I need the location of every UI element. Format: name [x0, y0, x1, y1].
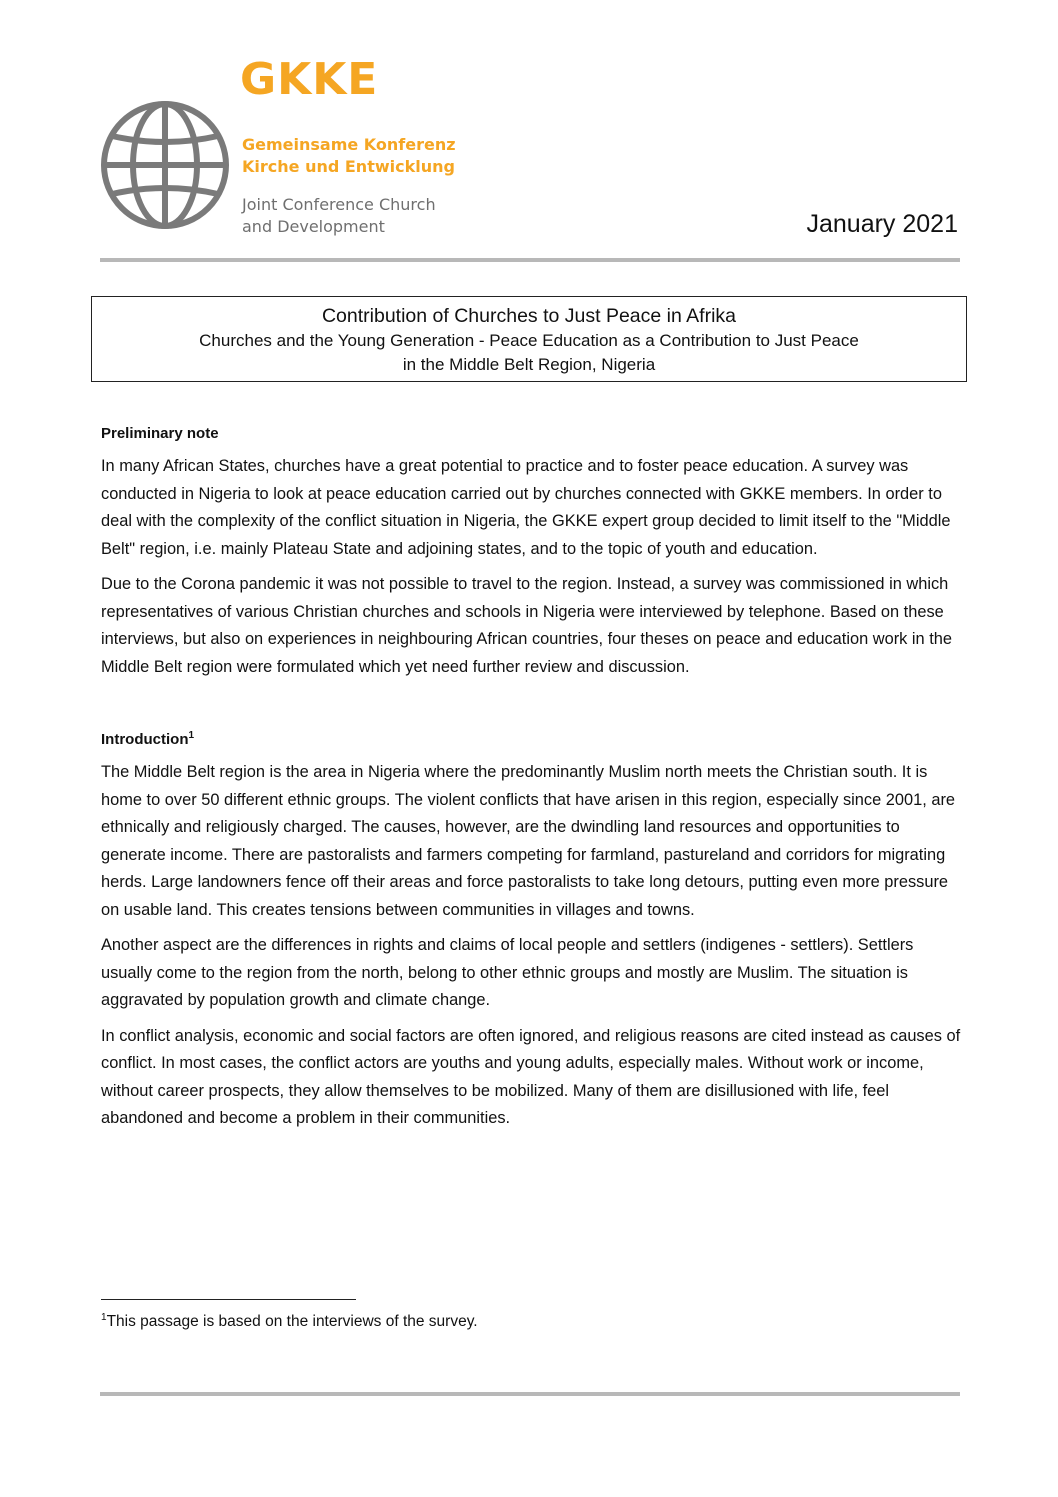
footnote-text: This passage is based on the interviews of the survey.: [106, 1313, 478, 1330]
header-divider: [100, 258, 960, 262]
document-title: Contribution of Churches to Just Peace in Afrika: [321, 305, 737, 327]
section-spacer: [101, 689, 963, 729]
document-subtitle-line-1: Churches and the Young Generation - Peace Education as a Contribution to Just Peace: [199, 331, 859, 350]
section-heading-preliminary: Preliminary note: [101, 425, 219, 442]
footnote: [101, 1312, 478, 1332]
brand-english-line-1: Joint Conference Church: [242, 195, 436, 214]
document-subtitle-line-2: in the Middle Belt Region, Nigeria: [402, 355, 656, 374]
document-date: January 2021: [806, 210, 958, 238]
title-box: [91, 296, 967, 382]
paragraph: The Middle Belt region is the area in Nigeria where the predominantly Muslim north meets the Christian south. It is home to over 50 different ethnic groups. The violent conflicts that have arisen in this region, especially since 2001, are ethnically and religiously charged. The causes, however, are the dwindling land resources and opportunities to generate income. There are pastoralists and farmers competing for farmland, pastureland and corridors for migrating herds. Large landowners fence off their areas and force pastoralists to take long detours, putting even more pressure on usable land. This creates tensions between communities in villages and towns.: [101, 763, 956, 919]
paragraph: Due to the Corona pandemic it was not possible to travel to the region. Instead, a survey was commissioned in which representatives of various Christian churches and schools in Nigeria were interviewed by telephone. Based on these interviews, but also on experiences in neighbouring African countries, four theses on peace and education work in the Middle Belt region were formulated which yet need further review and discussion.: [101, 575, 953, 676]
globe-icon: [100, 100, 230, 230]
section-heading-introduction: [101, 729, 963, 751]
footnote-reference[interactable]: 1: [188, 730, 195, 741]
brand-english-line-2: and Development: [242, 217, 385, 236]
footnote-divider: [101, 1299, 356, 1300]
paragraph: In many African States, churches have a great potential to practice and to foster peace education. A survey was conducted in Nigeria to look at peace education carried out by churches connected with GKKE members. In order to deal with the complexity of the conflict situation in Nigeria, the GKKE expert group decided to limit itself to the "Middle Belt" region, i.e. mainly Plateau State and adjoining states, and to the topic of youth and education.: [101, 457, 951, 558]
introduction-heading-text: Introduction: [101, 731, 189, 748]
paragraph: In conflict analysis, economic and social factors are often ignored, and religious reasons are cited instead as causes of conflict. In most cases, the conflict actors are youths and young adults, especially males. Without work or income, without career prospects, they allow themselves to be mobilized. Many of them are disillusioned with life, feel abandoned and become a problem in their communities.: [101, 1026, 961, 1127]
brand-name: GKKE: [240, 54, 379, 105]
brand-german-line-2: Kirche und Entwicklung: [242, 157, 455, 176]
brand-english-name: [242, 194, 436, 238]
brand-german-name: [242, 134, 456, 178]
paragraph: Another aspect are the differences in rights and claims of local people and settlers (indigenes - settlers). Settlers usually come to the region from the north, belong to other ethnic groups and mostly are Muslim. The situation is aggravated by population growth and climate change.: [101, 936, 914, 1009]
document-body: [101, 423, 963, 1141]
footnote-mark: 1: [101, 1311, 107, 1323]
brand-german-line-1: Gemeinsame Konferenz: [242, 135, 456, 154]
footer-divider: [100, 1392, 960, 1396]
